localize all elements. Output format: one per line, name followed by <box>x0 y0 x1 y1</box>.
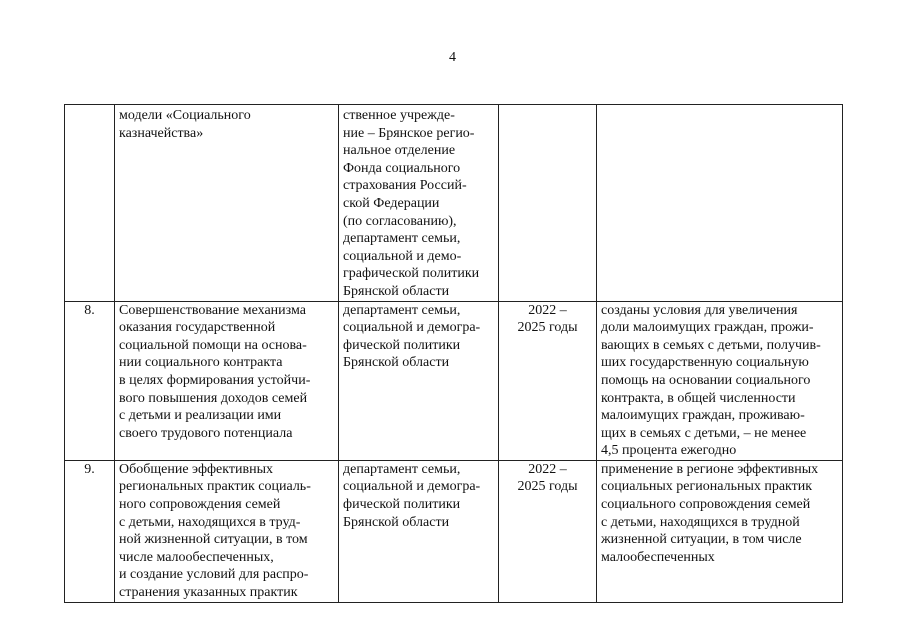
result-cell: созданы условия для увеличения доли малоимущих граждан, прожи- вающих в семьях с детьми, получив- ших государственную социальную помощь на основании социального контракта, в общей численности малоимущих граждан, проживаю- щих в семьях с детьми, – не менее 4,5 процента ежегодно <box>597 301 843 460</box>
table-row <box>65 301 843 460</box>
executor-cell: департамент семьи, социальной и демогра- фической политики Брянской области <box>339 460 499 602</box>
row-number-cell <box>65 105 115 302</box>
period-cell: 2022 – 2025 годы <box>499 460 597 602</box>
row-number-cell: 8. <box>65 301 115 460</box>
measures-table <box>64 104 843 603</box>
table-row <box>65 460 843 602</box>
period-cell: 2022 – 2025 годы <box>499 301 597 460</box>
row-number-cell: 9. <box>65 460 115 602</box>
page-number: 4 <box>449 50 456 65</box>
result-cell: применение в регионе эффективных социальных региональных практик социального сопровождения семей с детьми, находящихся в трудной жизненной ситуации, в том числе малообеспеченных <box>597 460 843 602</box>
period-cell <box>499 105 597 302</box>
measure-cell: модели «Социального казначейства» <box>115 105 339 302</box>
measure-cell: Обобщение эффективных региональных практик социаль- ного сопровождения семей с детьми, находящихся в труд- ной жизненной ситуации, в том числе малообеспеченных, и создание условий для распро- странения указанных практик <box>115 460 339 602</box>
result-cell <box>597 105 843 302</box>
executor-cell: ственное учрежде- ние – Брянское регио- нальное отделение Фонда социального страхования Россий- ской Федерации (по согласованию), департамент семьи, социальной и демо- графической политики Брянской области <box>339 105 499 302</box>
measure-cell: Совершенствование механизма оказания государственной социальной помощи на основа- нии социального контракта в целях формирования устойчи- вого повышения доходов семей с детьми и реализации ими своего трудового потенциала <box>115 301 339 460</box>
table-row <box>65 105 843 302</box>
executor-cell: департамент семьи, социальной и демогра- фической политики Брянской области <box>339 301 499 460</box>
